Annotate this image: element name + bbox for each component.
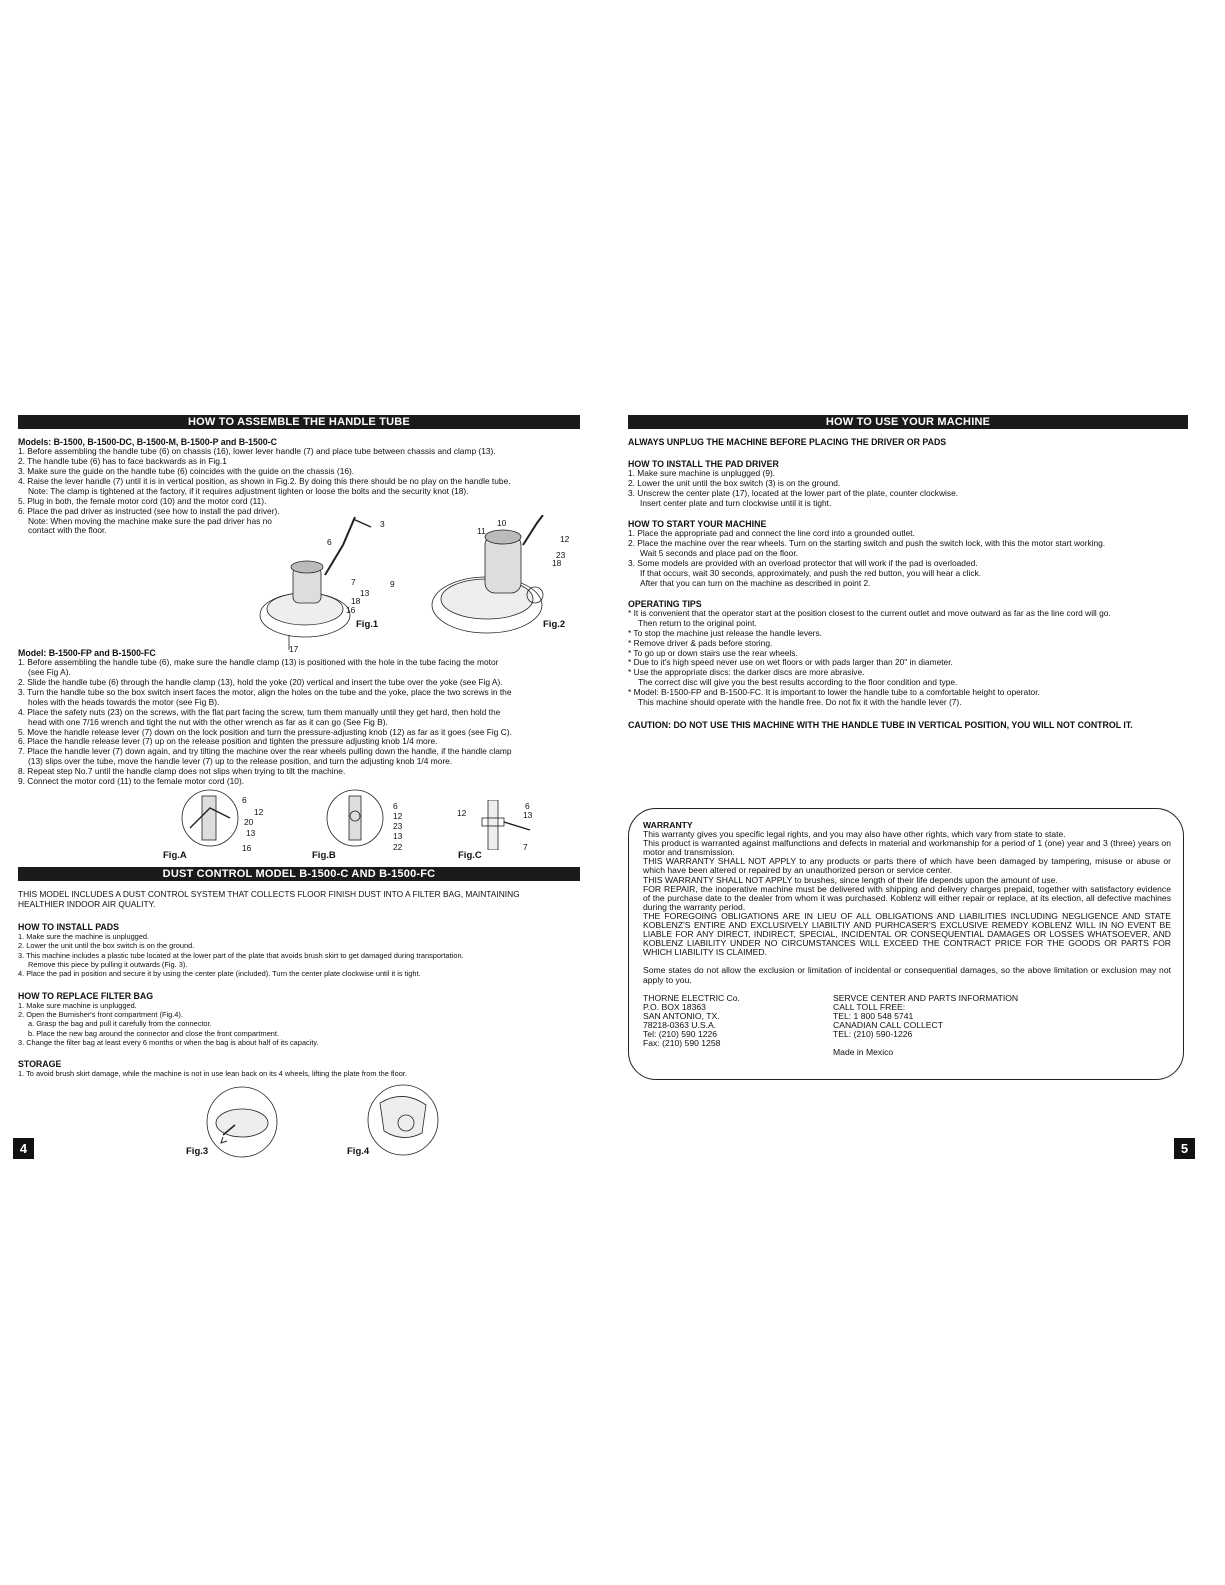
fig1-illustration bbox=[255, 505, 385, 655]
models-heading-1: Models: B-1500, B-1500-DC, B-1500-M, B-1500-P and B-1500-C bbox=[18, 437, 277, 447]
step: 2. Lower the unit until the box switch is on the ground. bbox=[18, 941, 195, 951]
caution-text: CAUTION: DO NOT USE THIS MACHINE WITH THE HANDLE TUBE IN VERTICAL POSITION, YOU WILL NOT CONTROL IT. bbox=[628, 719, 1133, 730]
step: 2. Lower the unit until the box switch (3) is on the ground. bbox=[628, 478, 841, 489]
step: 2. The handle tube (6) has to face backwards as in Fig.1 bbox=[18, 456, 227, 467]
fig2-callout: 18 bbox=[552, 558, 562, 568]
address-line: 78218-0363 U.S.A. bbox=[643, 1019, 717, 1030]
note: Note: When moving the machine make sure the pad driver has no bbox=[28, 515, 272, 526]
tip: * Model: B-1500-FP and B-1500-FC. It is important to lower the handle tube to a comfortable height to operator. bbox=[628, 687, 1040, 698]
address-line: THORNE ELECTRIC Co. bbox=[643, 992, 740, 1003]
filter-bag-heading: HOW TO REPLACE FILTER BAG bbox=[18, 990, 154, 1001]
service-line: TEL: 1 800 548 5741 bbox=[833, 1010, 914, 1021]
step: 1. Make sure the machine is unplugged. bbox=[18, 932, 150, 942]
tip: * Use the appropriate discs: the darker discs are more abrasive. bbox=[628, 667, 865, 678]
step: 1. Make sure machine is unplugged. bbox=[18, 1000, 137, 1010]
step-cont: Remove this piece by pulling it outwards (Fig. 3). bbox=[28, 959, 188, 969]
figC-label: Fig.C bbox=[458, 850, 482, 861]
figA-callout: 13 bbox=[246, 828, 256, 838]
tip-cont: This machine should operate with the handle free. Do not fix it with the handle lever (7). bbox=[638, 697, 962, 708]
warranty-line: This product is warranted against malfunctions and defects in material and workmanship for a period of 1 (one) year and 3 (three) years on motor and transmission. bbox=[643, 838, 1171, 858]
figA-callout: 6 bbox=[242, 795, 247, 805]
warranty-line: THIS WARRANTY SHALL NOT APPLY to any products or parts there of which have been damaged by tampering, misuse or abuse or which have been altered or repaired by an unauthorized person or service center. bbox=[643, 856, 1171, 876]
figC-callout: 13 bbox=[523, 810, 533, 820]
sub-step: b. Place the new bag around the connector and close the front compartment. bbox=[28, 1028, 280, 1038]
step: 6. Place the pad driver as instructed (see how to install the pad driver). bbox=[18, 505, 280, 516]
fig4-illustration bbox=[366, 1083, 441, 1158]
step: 2. Place the machine over the rear wheels. Turn on the starting switch and push the switch lock, with this the motor start working. bbox=[628, 538, 1106, 549]
figB-callout: 22 bbox=[393, 842, 403, 852]
warranty-line: THE FOREGOING OBLIGATIONS ARE IN LIEU OF ALL OBLIGATIONS AND LIABILITIES INCLUDING NEGLIGENCE AND STATE KOBLENZ'S ENTIRE AND EXCLUSIVELY LIABILTIY AND PURHCASER'S EXCLUSIVE REMEDY KOBLENZ WILL IN NO EVENT BE LIABLE FOR ANY DIRECT, INDIRECT, SPECIAL, INCIDENTAL OR CONSEQUENTIAL DAMAGES OR LOSSES WHATSOEVER, AND KOBLENZ LIABILITY UNDER NO CIRCUMSTANCES WILL EXCEED THE CONTRACT PRICE FOR THE GOODS OR PARTS FOR WHICH LIABILITY IS CLAIMED. bbox=[643, 910, 1171, 958]
address-line: SAN ANTONIO, TX. bbox=[643, 1010, 720, 1021]
install-pads-heading: HOW TO INSTALL PADS bbox=[18, 921, 120, 932]
step: 2. Open the Burnisher's front compartment (Fig.4). bbox=[18, 1010, 183, 1019]
figB-callout: 12 bbox=[393, 811, 403, 821]
warranty-box bbox=[628, 808, 1184, 1080]
tip: * To go up or down stairs use the rear wheels. bbox=[628, 647, 798, 658]
service-line: CALL TOLL FREE: bbox=[833, 1001, 906, 1012]
fig1-callout: 9 bbox=[390, 579, 395, 589]
figA-label: Fig.A bbox=[163, 850, 187, 861]
step: 3. Turn the handle tube so the box switch insert faces the motor, align the holes on the tube and the yoke, place the two screws in the bbox=[18, 686, 512, 697]
storage-text: 1. To avoid brush skirt damage, while the machine is not in use lean back on its 4 wheels, lifting the plate from the floor. bbox=[18, 1069, 407, 1079]
fig2-callout: 23 bbox=[556, 550, 566, 560]
models-heading-2: Model: B-1500-FP and B-1500-FC bbox=[18, 648, 156, 658]
dust-intro: THIS MODEL INCLUDES A DUST CONTROL SYSTEM THAT COLLECTS FLOOR FINISH DUST INTO A FILTER BAG, MAINTAINING bbox=[18, 889, 520, 899]
step: 4. Place the safety nuts (23) on the screws, with the flat part facing the screw, turn them manually until they get hard, then hold the bbox=[18, 706, 501, 717]
address-line: Tel: (210) 590 1226 bbox=[643, 1028, 718, 1039]
address-right bbox=[833, 994, 1018, 1058]
step-cont: After that you can turn on the machine as described in point 2. bbox=[640, 577, 871, 588]
figC-callout: 6 bbox=[525, 801, 530, 811]
step: 9. Connect the motor cord (11) to the female motor cord (10). bbox=[18, 776, 245, 787]
figA-callout: 20 bbox=[244, 817, 254, 827]
fig3-label: Fig.3 bbox=[186, 1146, 209, 1157]
unplug-warning: ALWAYS UNPLUG THE MACHINE BEFORE PLACING THE DRIVER OR PADS bbox=[628, 437, 947, 447]
address-left bbox=[643, 994, 833, 1058]
service-line: TEL: (210) 590-1226 bbox=[833, 1028, 913, 1039]
step: 7. Place the handle lever (7) down again, and try tilting the machine over the rear wheels pulling down the handle, if the handle clamp bbox=[18, 746, 512, 757]
step-cont: holes with the heads towards the motor (see Fig B). bbox=[28, 696, 220, 707]
fig4-label: Fig.4 bbox=[347, 1146, 370, 1157]
figB-callout: 13 bbox=[393, 831, 403, 841]
sub-step: a. Grasp the bag and pull it carefully from the connector. bbox=[28, 1019, 212, 1029]
note: Note: The clamp is tightened at the factory, if it requires adjustment tighten or loose the bolts and the security knot (18). bbox=[28, 485, 469, 496]
install-driver-heading: HOW TO INSTALL THE PAD DRIVER bbox=[628, 459, 779, 470]
assemble-block-2 bbox=[18, 648, 580, 787]
warranty-states: Some states do not allow the exclusion or limitation of incidental or consequential damages, so the above limitation or exclusion may not apply to you. bbox=[643, 965, 1171, 985]
service-line: CANADIAN CALL COLLECT bbox=[833, 1019, 943, 1030]
step: 3. This machine includes a plastic tube located at the lower part of the plate that avoids brush skirt to get damaged during transportation. bbox=[18, 950, 464, 960]
figB-callout: 23 bbox=[393, 821, 403, 831]
made-in: Made in Mexico bbox=[833, 1047, 894, 1058]
address-line: P.O. BOX 18363 bbox=[643, 1001, 706, 1012]
tip: * It is convenient that the operator start at the position closest to the current outlet and move outward as far as the line cord will go. bbox=[628, 607, 1111, 618]
step: 3. Change the filter bag at least every 6 months or when the bag is about half of its capacity. bbox=[18, 1037, 319, 1047]
fig3-illustration bbox=[205, 1085, 280, 1160]
fig1-callout: 3 bbox=[380, 519, 385, 529]
figA-callout: 12 bbox=[254, 807, 264, 817]
fig2-label: Fig.2 bbox=[543, 619, 566, 630]
step: 2. Slide the handle tube (6) through the handle clamp (13), hold the yoke (20) vertical and insert the tube over the yoke (see Fig A). bbox=[18, 677, 503, 688]
figB-callout: 6 bbox=[393, 801, 398, 811]
start-heading: HOW TO START YOUR MACHINE bbox=[628, 519, 767, 530]
figC-callout: 12 bbox=[457, 808, 467, 818]
step: 1. Before assembling the handle tube (6) on chassis (16), lower lever handle (7) and place tube between chassis and clamp (13). bbox=[18, 446, 496, 457]
step: 1. Make sure machine is unplugged (9). bbox=[628, 468, 776, 479]
figC-callout: 7 bbox=[523, 842, 528, 852]
tip: * Remove driver & pads before storing. bbox=[628, 637, 773, 648]
fig1-callout: 13 bbox=[360, 588, 370, 598]
tip-cont: The correct disc will give you the best results according to the floor condition and type. bbox=[638, 677, 958, 688]
fig1-callout: 7 bbox=[351, 577, 356, 587]
step-cont: head with one 7/16 wrench and tight the nut with the other wrench as far as it can go (See Fig B). bbox=[28, 716, 388, 727]
step: 4. Place the pad in position and secure it by using the center plate (included). Turn the center plate clockwise until it is tight. bbox=[18, 969, 421, 979]
contact-block bbox=[643, 994, 1171, 1058]
step-cont: (13) slips over the tube, move the handle lever (7) up to the release position, and turn the adjusting knob 1/4 more. bbox=[28, 756, 453, 767]
service-line: SERVCE CENTER AND PARTS INFORMATION bbox=[833, 992, 1019, 1003]
step: 8. Repeat step No.7 until the handle clamp does not slips when trying to tilt the machine. bbox=[18, 766, 346, 777]
step: 3. Unscrew the center plate (17), located at the lower part of the plate, counter clockwise. bbox=[628, 488, 959, 499]
fig1-callout: 17 bbox=[289, 644, 299, 654]
step: 1. Place the appropriate pad and connect the line cord into a grounded outlet. bbox=[628, 528, 915, 539]
tip: * To stop the machine just release the handle levers. bbox=[628, 627, 822, 638]
step-cont: If that occurs, wait 30 seconds, approximately, and push the red button, you will hear a click. bbox=[640, 567, 982, 578]
step: 5. Plug in both, the female motor cord (10) and the motor cord (11). bbox=[18, 495, 267, 506]
storage-heading: STORAGE bbox=[18, 1059, 62, 1070]
page-number-right: 5 bbox=[1174, 1138, 1195, 1159]
warranty-line: THIS WARRANTY SHALL NOT APPLY to brushes, since length of their life depends upon the amount of use. bbox=[643, 874, 1058, 885]
dust-control-section bbox=[18, 867, 580, 1079]
step: 4. Raise the lever handle (7) until it is in vertical position, as shown in Fig.2. By doing this there should be no play on the handle tube. bbox=[18, 475, 511, 486]
fig2-callout: 10 bbox=[497, 518, 507, 528]
step-cont: Wait 5 seconds and place pad on the floor. bbox=[640, 548, 798, 559]
figA-callout: 16 bbox=[242, 843, 252, 853]
dust-header: DUST CONTROL MODEL B-1500-C AND B-1500-FC bbox=[18, 867, 580, 881]
step: 3. Some models are provided with an overload protector that will work if the pad is overloaded. bbox=[628, 557, 978, 568]
use-header: HOW TO USE YOUR MACHINE bbox=[628, 415, 1188, 429]
warranty-line: FOR REPAIR, the inoperative machine must be delivered with shipping and delivery charges prepaid, together with satisfactory evidence of the purchase date to the dealer from whom it was purchased. Koblenz will either repair or replace, at its election, all defective machines during the warranty period. bbox=[643, 883, 1171, 912]
note: contact with the floor. bbox=[28, 525, 107, 536]
step: 1. Before assembling the handle tube (6), make sure the handle clamp (13) is positioned with the hole in the tube facing the motor bbox=[18, 657, 499, 668]
step: 6. Place the handle release lever (7) up on the release position and tighten the pressure adjusting knob 1/4 more. bbox=[18, 736, 438, 747]
right-page bbox=[628, 415, 1188, 730]
figB-illustration bbox=[325, 788, 395, 848]
address-line: Fax: (210) 590 1258 bbox=[643, 1038, 721, 1049]
step-cont: Insert center plate and turn clockwise until it is tight. bbox=[640, 498, 832, 509]
assemble-header: HOW TO ASSEMBLE THE HANDLE TUBE bbox=[18, 415, 580, 429]
tip: * Due to it's high speed never use on wet floors or with pads larger than 20" in diameter. bbox=[628, 657, 953, 668]
fig1-callout: 18 bbox=[351, 596, 361, 606]
step-cont: (see Fig A). bbox=[28, 667, 71, 678]
fig1-callout: 6 bbox=[327, 537, 332, 547]
warranty-line: This warranty gives you specific legal rights, and you may also have other rights, which vary from state to state. bbox=[643, 829, 1066, 840]
tips-heading: OPERATING TIPS bbox=[628, 598, 702, 609]
page-number-left: 4 bbox=[13, 1138, 34, 1159]
fig1-label: Fig.1 bbox=[356, 619, 379, 630]
tip-cont: Then return to the original point. bbox=[638, 617, 757, 628]
step: 3. Make sure the guide on the handle tube (6) coincides with the guide on the chassis (16). bbox=[18, 466, 355, 477]
fig2-callout: 12 bbox=[560, 534, 570, 544]
dust-intro: HEALTHIER INDOOR AIR QUALITY. bbox=[18, 898, 156, 909]
step: 5. Move the handle release lever (7) down on the lock position and turn the pressure-adjusting knob (12) as far as it goes (see Fig C). bbox=[18, 726, 512, 737]
warranty-title: WARRANTY bbox=[643, 820, 693, 830]
fig2-callout: 11 bbox=[477, 526, 486, 536]
fig1-callout: 16 bbox=[346, 605, 356, 615]
figB-label: Fig.B bbox=[312, 850, 336, 861]
